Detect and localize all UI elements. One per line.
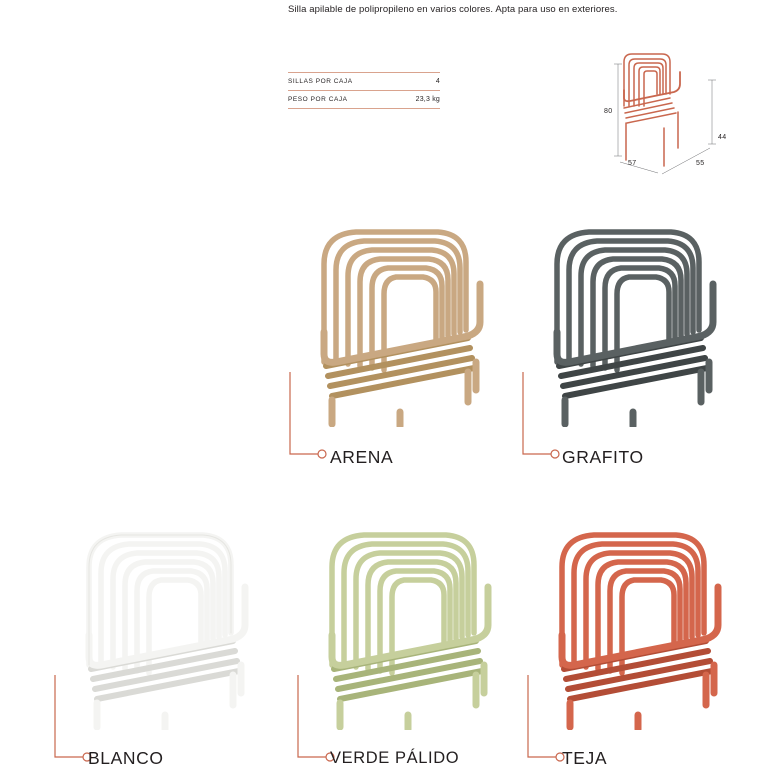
color-label-teja: TEJA	[562, 748, 608, 768]
dimension-depth-label: 55	[696, 160, 705, 167]
product-description: Silla apilable de polipropileno en varios colores. Apta para uso en exteriores.	[288, 4, 618, 15]
dimension-drawing	[600, 28, 740, 178]
table-row	[288, 91, 440, 109]
color-label-arena: ARENA	[330, 447, 394, 467]
dimension-height-label: 80	[604, 108, 613, 115]
dimension-seat-depth-label: 44	[718, 134, 727, 141]
dimension-chair-icon	[600, 28, 740, 178]
spec-table	[288, 72, 440, 109]
spec-label: SILLAS POR CAJA	[288, 78, 353, 85]
color-label-grafito: GRAFITO	[562, 447, 644, 467]
color-label-verde-palido: VERDE PÁLIDO	[330, 749, 460, 767]
table-row	[288, 73, 440, 91]
spec-value: 4	[435, 78, 440, 85]
connector-line-arena	[288, 372, 330, 468]
color-label-blanco: BLANCO	[88, 748, 164, 768]
spec-value: 23,3 kg	[415, 96, 440, 103]
dimension-width-label: 57	[628, 160, 637, 167]
spec-label: PESO POR CAJA	[288, 96, 348, 103]
connector-line-grafito	[521, 372, 563, 468]
